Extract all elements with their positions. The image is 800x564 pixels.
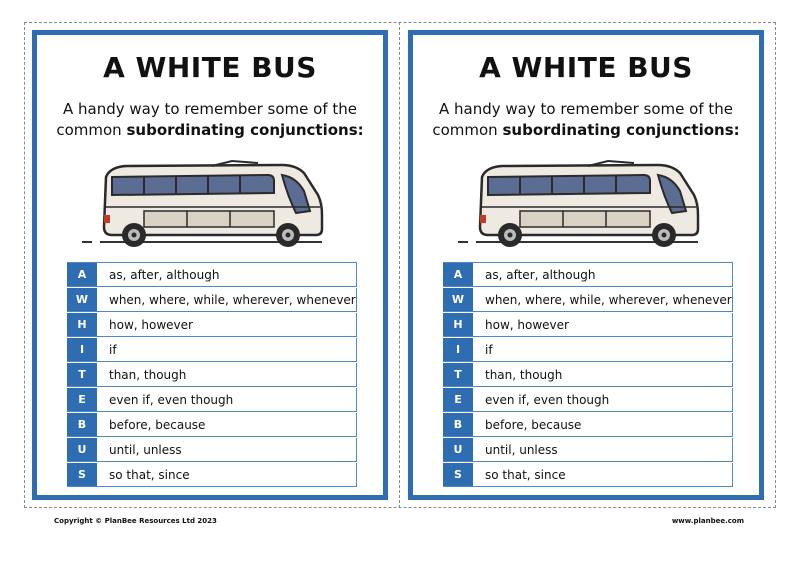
acronym-table bbox=[443, 262, 733, 487]
row-letter: I bbox=[443, 338, 473, 361]
row-words: even if, even though bbox=[109, 392, 234, 407]
table-row bbox=[443, 413, 733, 437]
row-words: so that, since bbox=[109, 467, 190, 482]
bus-illustration bbox=[82, 155, 332, 251]
table-row bbox=[443, 388, 733, 412]
row-words: until, unless bbox=[485, 442, 558, 457]
row-words: if bbox=[485, 342, 493, 357]
poster-card-right bbox=[408, 30, 764, 500]
row-words: how, however bbox=[109, 317, 193, 332]
row-words: than, though bbox=[109, 367, 187, 382]
table-row bbox=[443, 463, 733, 487]
row-letter: U bbox=[67, 438, 97, 461]
bus-illustration bbox=[458, 155, 708, 251]
row-letter: S bbox=[67, 463, 97, 486]
row-words: as, after, although bbox=[109, 267, 220, 282]
table-row bbox=[67, 463, 357, 487]
table-row bbox=[67, 338, 357, 362]
subtitle-bold: subordinating conjunctions: bbox=[502, 121, 740, 139]
row-letter: B bbox=[67, 413, 97, 436]
row-letter: W bbox=[67, 288, 97, 311]
row-letter: U bbox=[443, 438, 473, 461]
table-row bbox=[67, 413, 357, 437]
subtitle-line-1: A handy way to remember some of the bbox=[439, 100, 733, 118]
row-words: so that, since bbox=[485, 467, 566, 482]
row-letter: I bbox=[67, 338, 97, 361]
poster-title: A WHITE BUS bbox=[479, 51, 693, 84]
row-letter: H bbox=[67, 313, 97, 336]
table-row bbox=[67, 438, 357, 462]
table-row bbox=[67, 288, 357, 312]
table-row bbox=[443, 438, 733, 462]
acronym-table bbox=[67, 262, 357, 487]
table-row bbox=[443, 363, 733, 387]
row-words: than, though bbox=[485, 367, 563, 382]
row-words: before, because bbox=[485, 417, 582, 432]
cut-line bbox=[399, 22, 400, 508]
row-words: before, because bbox=[109, 417, 206, 432]
poster-subtitle bbox=[413, 99, 759, 141]
row-letter: A bbox=[443, 263, 473, 286]
row-letter: W bbox=[443, 288, 473, 311]
table-row bbox=[443, 288, 733, 312]
table-row bbox=[67, 263, 357, 287]
row-words: when, where, while, wherever, whenever bbox=[109, 292, 356, 307]
subtitle-line-2 bbox=[413, 120, 759, 141]
row-letter: A bbox=[67, 263, 97, 286]
subtitle-line-2 bbox=[37, 120, 383, 141]
row-words: even if, even though bbox=[485, 392, 610, 407]
subtitle-bold: subordinating conjunctions: bbox=[126, 121, 364, 139]
row-words: until, unless bbox=[109, 442, 182, 457]
poster-title: A WHITE BUS bbox=[103, 51, 317, 84]
row-letter: T bbox=[67, 363, 97, 386]
table-row bbox=[67, 363, 357, 387]
row-letter: E bbox=[443, 388, 473, 411]
row-letter: H bbox=[443, 313, 473, 336]
subtitle-plain: common bbox=[432, 121, 503, 139]
table-row bbox=[67, 313, 357, 337]
row-words: as, after, although bbox=[485, 267, 596, 282]
row-letter: S bbox=[443, 463, 473, 486]
table-row bbox=[443, 338, 733, 362]
row-words: how, however bbox=[485, 317, 569, 332]
row-letter: B bbox=[443, 413, 473, 436]
subtitle-line-1: A handy way to remember some of the bbox=[63, 100, 357, 118]
row-letter: E bbox=[67, 388, 97, 411]
poster-subtitle bbox=[37, 99, 383, 141]
row-words: when, where, while, wherever, whenever bbox=[485, 292, 732, 307]
copyright-text: Copyright © PlanBee Resources Ltd 2023 bbox=[54, 517, 217, 525]
table-row bbox=[67, 388, 357, 412]
website-link[interactable]: www.planbee.com bbox=[671, 517, 744, 525]
row-words: if bbox=[109, 342, 117, 357]
poster-card-left bbox=[32, 30, 388, 500]
table-row bbox=[443, 313, 733, 337]
table-row bbox=[443, 263, 733, 287]
row-letter: T bbox=[443, 363, 473, 386]
subtitle-plain: common bbox=[56, 121, 127, 139]
